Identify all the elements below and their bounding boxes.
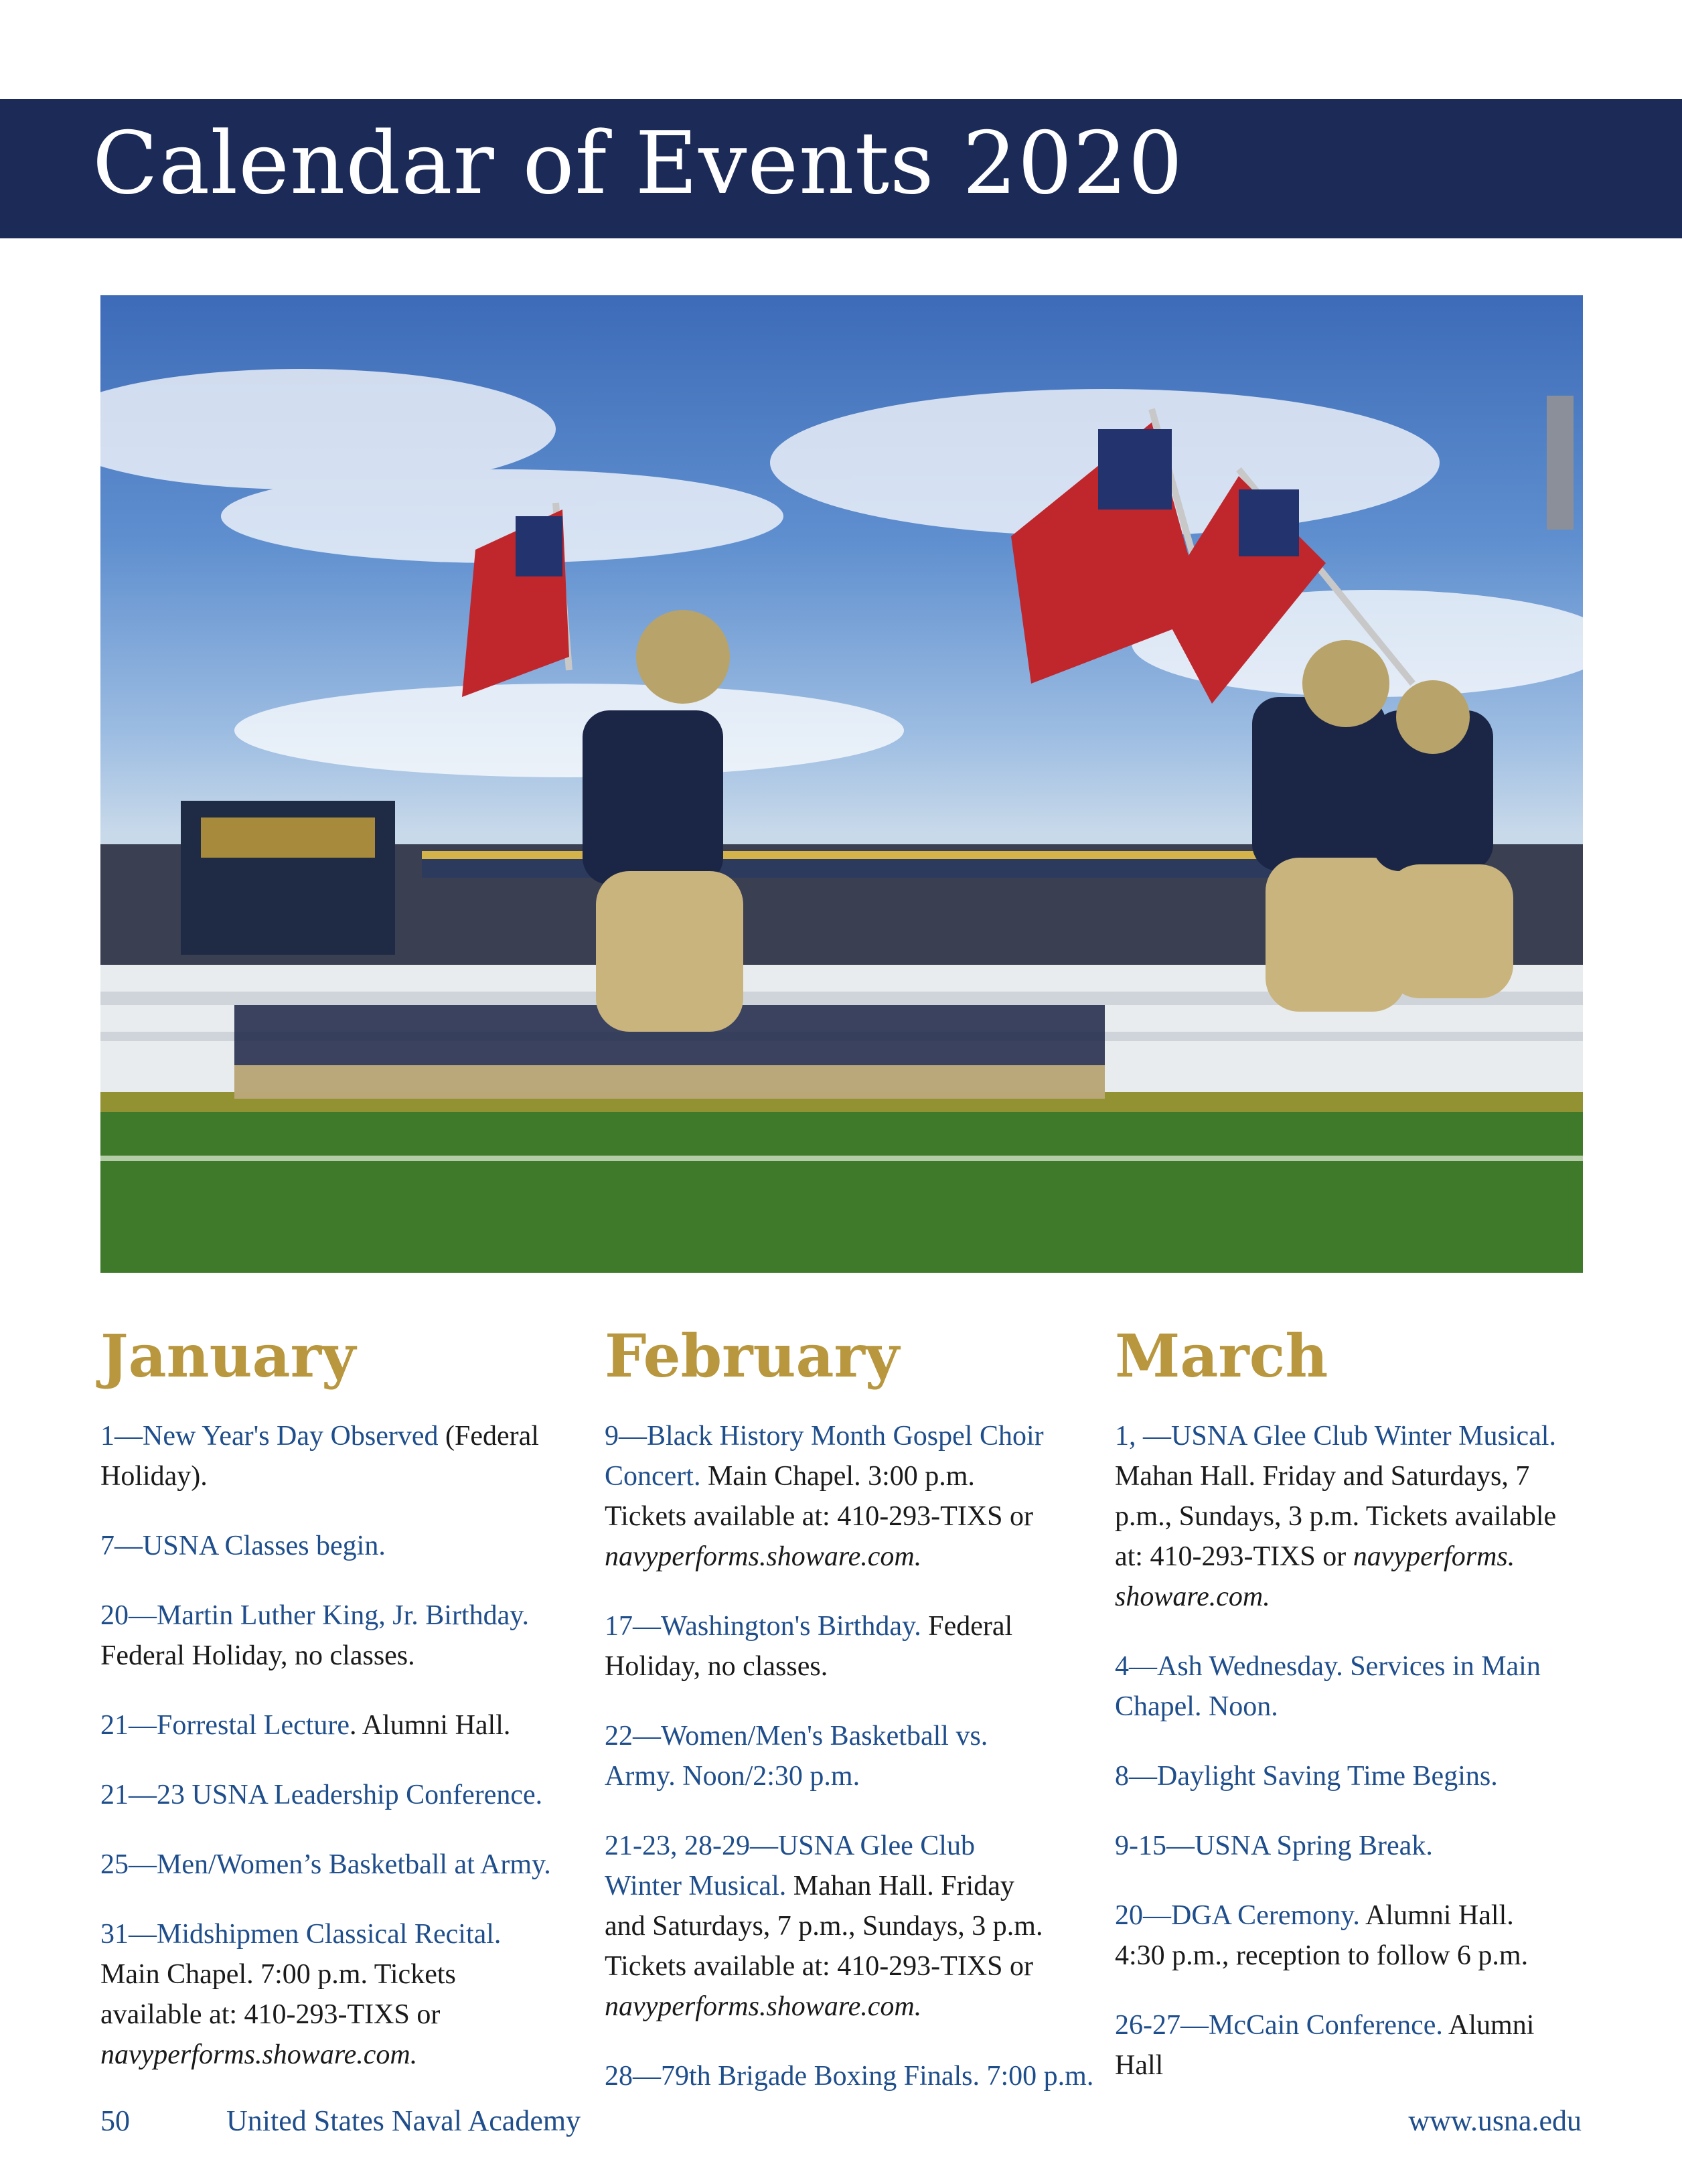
event-line — [100, 1705, 583, 1745]
photo-illustration — [100, 295, 1583, 1273]
event-detail: and Saturdays, 7 p.m., Sundays, 3 p.m. — [605, 1911, 1043, 1942]
event-detail: Tickets available at: 410-293-TIXS or — [605, 1501, 1033, 1532]
event-item — [605, 1716, 1087, 1796]
event-item — [100, 1526, 583, 1566]
event-title: 1—New Year's Day Observed — [100, 1421, 439, 1452]
event-item — [605, 1606, 1087, 1687]
event-item — [605, 2056, 1094, 2096]
event-item — [100, 1416, 583, 1496]
march-column — [1115, 1316, 1597, 2115]
event-line — [605, 2056, 1094, 2096]
event-line — [605, 1946, 1087, 1986]
event-line — [1115, 1756, 1597, 1796]
ticket-url: showare.com. — [1115, 1581, 1270, 1612]
event-line — [1115, 1577, 1597, 1617]
event-line — [100, 1914, 583, 1954]
event-line — [100, 1775, 583, 1815]
event-title: 8—Daylight Saving Time Begins. — [1115, 1761, 1498, 1792]
event-line — [1115, 1416, 1597, 1456]
event-title: 9—Black History Month Gospel Choir — [605, 1421, 1044, 1452]
event-detail: Main Chapel. 7:00 p.m. Tickets — [100, 1959, 456, 1990]
march-events — [1115, 1416, 1597, 2086]
event-detail: Holiday). — [100, 1461, 208, 1492]
event-title: Winter Musical. — [605, 1871, 787, 1901]
photo-navy-football-team — [100, 295, 1583, 1273]
event-item — [1115, 1646, 1597, 1727]
february-column — [605, 1316, 1094, 2126]
page-title: Calendar of Events 2020 — [92, 114, 1184, 214]
event-title: 28—79th Brigade Boxing Finals. 7:00 p.m. — [605, 2061, 1094, 2092]
event-title: 4—Ash Wednesday. Services in Main — [1115, 1651, 1541, 1682]
event-line — [605, 1866, 1087, 1906]
event-item — [1115, 1756, 1597, 1796]
event-line — [605, 1906, 1087, 1946]
page-number: 50 — [100, 2104, 130, 2137]
event-line — [605, 1537, 1087, 1577]
january-events — [100, 1416, 583, 2075]
january-column — [100, 1316, 583, 2104]
event-detail: (Federal — [438, 1421, 539, 1452]
event-title: Chapel. Noon. — [1115, 1691, 1278, 1722]
event-title: 21—23 USNA Leadership Conference. — [100, 1780, 543, 1810]
event-line — [1115, 1496, 1597, 1537]
event-detail: Federal Holiday, no classes. — [100, 1640, 415, 1671]
event-item — [1115, 1895, 1597, 1976]
event-detail: available at: 410-293-TIXS or — [100, 1999, 441, 2030]
event-detail: Tickets available at: 410-293-TIXS or — [605, 1951, 1033, 1982]
february-events — [605, 1416, 1094, 2096]
event-line — [100, 1995, 583, 2035]
event-title: 26-27—McCain Conference. — [1115, 2010, 1443, 2041]
event-line — [605, 1986, 1087, 2027]
event-line — [1115, 2045, 1597, 2086]
event-item — [605, 1416, 1087, 1577]
event-line — [605, 1606, 1087, 1646]
event-line — [605, 1416, 1087, 1456]
event-detail: Hall — [1115, 2050, 1164, 2081]
event-line — [100, 2035, 583, 2075]
publication-name: United States Naval Academy — [226, 2104, 581, 2137]
event-line — [605, 1756, 1087, 1796]
event-line — [1115, 1456, 1597, 1496]
event-title: 21—Forrestal Lecture — [100, 1710, 350, 1741]
month-heading-february: February — [605, 1321, 900, 1391]
event-item — [1115, 2005, 1597, 2086]
event-item — [100, 1775, 583, 1815]
event-item — [100, 1914, 583, 2075]
event-line — [605, 1646, 1087, 1687]
event-title: 7—USNA Classes begin. — [100, 1531, 386, 1561]
event-title: 9-15—USNA Spring Break. — [1115, 1830, 1433, 1861]
event-line — [100, 1954, 583, 1995]
ticket-url: navyperforms. — [1353, 1541, 1515, 1572]
event-item — [100, 1845, 583, 1885]
ticket-url: navyperforms.showare.com. — [100, 2039, 418, 2070]
ticket-url: navyperforms.showare.com. — [605, 1541, 922, 1572]
event-item — [1115, 1826, 1597, 1866]
event-detail: Alumni Hall. — [1359, 1900, 1514, 1931]
event-title: 21-23, 28-29—USNA Glee Club — [605, 1830, 975, 1861]
event-detail: Main Chapel. 3:00 p.m. — [700, 1461, 975, 1492]
event-line — [1115, 2005, 1597, 2045]
event-line — [605, 1496, 1087, 1537]
event-line — [100, 1456, 583, 1496]
month-heading-march: March — [1115, 1321, 1328, 1391]
event-title: 20—Martin Luther King, Jr. Birthday. — [100, 1600, 530, 1631]
event-detail: p.m., Sundays, 3 p.m. Tickets available — [1115, 1501, 1557, 1532]
event-line — [1115, 1537, 1597, 1577]
event-line — [605, 1456, 1087, 1496]
event-detail: Holiday, no classes. — [605, 1651, 828, 1682]
title-banner — [0, 99, 1682, 238]
website-link[interactable]: www.usna.edu — [1408, 2104, 1582, 2137]
event-detail: . Alumni Hall. — [350, 1710, 511, 1741]
event-detail: Federal — [921, 1611, 1013, 1642]
event-line — [100, 1595, 583, 1636]
month-heading-january: January — [100, 1321, 356, 1391]
event-line — [1115, 1895, 1597, 1936]
event-line — [1115, 1826, 1597, 1866]
event-detail: Mahan Hall. Friday — [786, 1871, 1014, 1901]
event-title: 20—DGA Ceremony. — [1115, 1900, 1360, 1931]
event-detail: at: 410-293-TIXS or — [1115, 1541, 1353, 1572]
event-title: 31—Midshipmen Classical Recital. — [100, 1919, 502, 1950]
event-line — [1115, 1646, 1597, 1687]
event-item — [100, 1705, 583, 1745]
event-item — [605, 1826, 1087, 2027]
ticket-url: navyperforms.showare.com. — [605, 1991, 922, 2022]
event-title: 17—Washington's Birthday. — [605, 1611, 921, 1642]
event-line — [605, 1826, 1087, 1866]
event-title: Concert. — [605, 1461, 701, 1492]
event-item — [1115, 1416, 1597, 1617]
event-line — [100, 1636, 583, 1676]
event-detail: 4:30 p.m., reception to follow 6 p.m. — [1115, 1940, 1529, 1971]
event-line — [1115, 1936, 1597, 1976]
event-title: Army. Noon/2:30 p.m. — [605, 1761, 860, 1792]
event-line — [100, 1416, 583, 1456]
event-title: 25—Men/Women’s Basketball at Army. — [100, 1849, 551, 1880]
event-title: 22—Women/Men's Basketball vs. — [605, 1721, 988, 1751]
event-line — [1115, 1687, 1597, 1727]
event-title: 1, —USNA Glee Club Winter Musical. — [1115, 1421, 1556, 1452]
event-item — [100, 1595, 583, 1676]
event-line — [100, 1845, 583, 1885]
event-detail: Mahan Hall. Friday and Saturdays, 7 — [1115, 1461, 1530, 1492]
event-line — [605, 1716, 1087, 1756]
event-line — [100, 1526, 583, 1566]
event-detail: Alumni — [1442, 2010, 1535, 2041]
